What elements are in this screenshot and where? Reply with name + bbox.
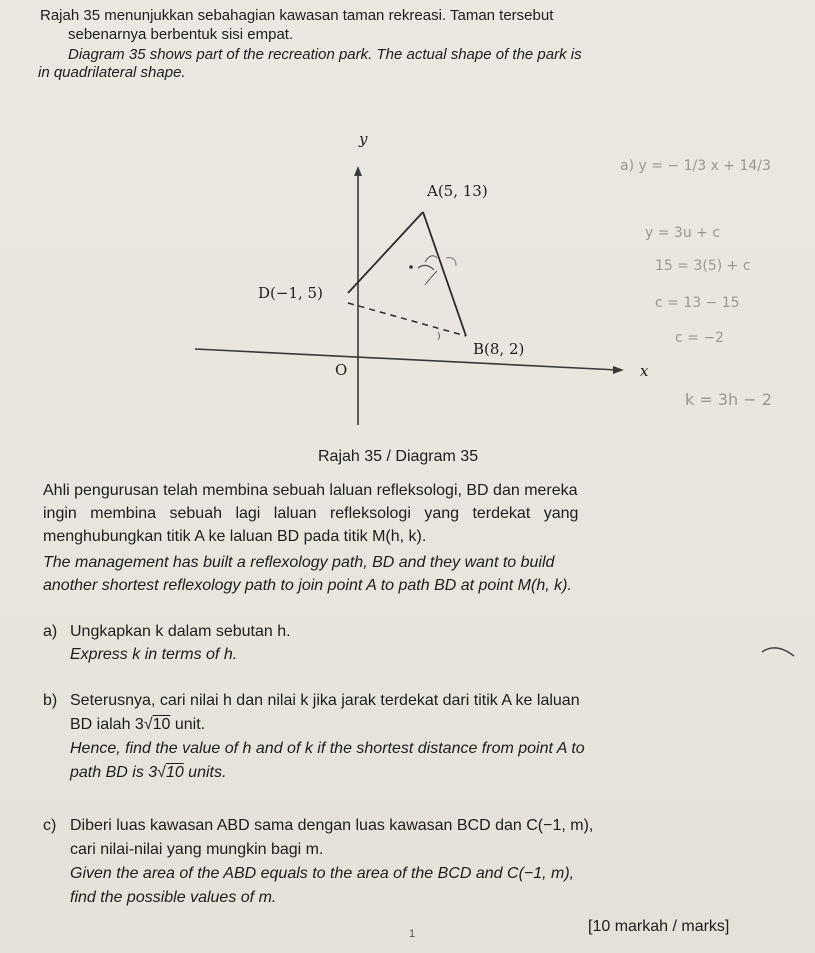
origin-label: O bbox=[335, 361, 348, 379]
part-b-label: b) bbox=[43, 692, 58, 709]
part-a-english: Express k in terms of h. bbox=[70, 646, 238, 663]
intro-english-line-1: Diagram 35 shows part of the recreation park. The actual shape of the park is bbox=[68, 46, 582, 63]
handwriting-line-6: k = 3h − 2 bbox=[685, 390, 772, 409]
part-b-english-line-2-pre: path BD is 3 bbox=[70, 764, 158, 781]
part-b-malay-line-2 bbox=[70, 714, 205, 736]
part-b-english-line-1: Hence, find the value of h and of k if the shortest distance from point A to bbox=[70, 740, 585, 757]
intro-malay-line-1: Rajah 35 menunjukkan sebahagian kawasan taman rekreasi. Taman tersebut bbox=[40, 7, 554, 24]
angle-mark bbox=[418, 265, 434, 270]
y-axis-label: y bbox=[359, 130, 368, 148]
x-axis-label: x bbox=[640, 362, 649, 380]
part-b-english-line-2 bbox=[70, 762, 226, 784]
part-a-label: a) bbox=[43, 623, 58, 640]
question-malay-line-2: ingin membina sebuah lagi laluan refleksologi yang terdekat yang bbox=[43, 505, 579, 522]
sqrt-symbol: √ bbox=[143, 716, 153, 733]
page-number: 1 bbox=[409, 928, 416, 940]
question-malay-line-1: Ahli pengurusan telah membina sebuah laluan refleksologi, BD dan mereka bbox=[43, 482, 578, 499]
handwriting-line-3: 15 = 3(5) + c bbox=[655, 258, 751, 274]
part-c-malay-line-1: Diberi luas kawasan ABD sama dengan luas kawasan BCD dan C(−1, m), bbox=[70, 817, 594, 834]
part-b-malay-line-2-pre: BD ialah 3 bbox=[70, 716, 144, 733]
part-b-english-line-2-post: units. bbox=[183, 764, 227, 781]
side-da bbox=[348, 212, 423, 293]
part-c-english-line-2: find the possible values of m. bbox=[70, 889, 277, 906]
point-a-label: A(5, 13) bbox=[427, 182, 488, 200]
handwriting-line-1: a) y = − 1/3 x + 14/3 bbox=[620, 158, 771, 174]
part-b-malay-line-2-post: unit. bbox=[170, 716, 206, 733]
y-axis-arrow bbox=[354, 166, 362, 176]
x-axis-line bbox=[195, 349, 618, 370]
point-d-label: D(−1, 5) bbox=[258, 284, 323, 302]
sqrt-symbol: √ bbox=[157, 764, 166, 781]
part-c-malay-line-2: cari nilai-nilai yang mungkin bagi m. bbox=[70, 841, 324, 858]
handwriting-line-4: c = 13 − 15 bbox=[655, 295, 740, 311]
diagram-caption: Rajah 35 / Diagram 35 bbox=[318, 448, 479, 465]
intro-malay-line-2: sebenarnya berbentuk sisi empat. bbox=[68, 26, 294, 43]
point-mark bbox=[409, 265, 413, 269]
point-b-label: B(8, 2) bbox=[473, 340, 525, 358]
pencil-mark-4 bbox=[438, 332, 440, 340]
part-b-malay-radicand: 10 bbox=[152, 716, 171, 733]
part-a-malay: Ungkapkan k dalam sebutan h. bbox=[70, 623, 291, 640]
question-english-line-1: The management has built a reflexology path, BD and they want to build bbox=[43, 554, 555, 571]
path-bd-dashed bbox=[348, 303, 466, 336]
handwriting-line-2: y = 3u + c bbox=[645, 225, 721, 241]
marks-label: [10 markah / marks] bbox=[588, 918, 730, 935]
part-b-english-radicand: 10 bbox=[165, 764, 184, 781]
part-c-label: c) bbox=[43, 817, 57, 834]
pencil-mark-2 bbox=[425, 271, 437, 285]
pencil-mark-3 bbox=[446, 258, 456, 266]
intro-english-line-2: in quadrilateral shape. bbox=[38, 64, 186, 81]
part-b-malay-line-1: Seterusnya, cari nilai h dan nilai k jika jarak terdekat dari titik A ke laluan bbox=[70, 692, 580, 709]
question-english-line-2: another shortest reflexology path to join point A to path BD at point M(h, k). bbox=[43, 577, 572, 594]
x-axis-arrow bbox=[613, 366, 624, 374]
part-c-english-line-1: Given the area of the ABD equals to the area of the BCD and C(−1, m), bbox=[70, 865, 575, 882]
pencil-curve-mark bbox=[760, 640, 800, 660]
question-malay-line-3: menghubungkan titik A ke laluan BD pada titik M(h, k). bbox=[43, 528, 427, 545]
side-ab bbox=[423, 212, 466, 336]
pencil-mark bbox=[425, 256, 437, 262]
handwriting-line-5: c = −2 bbox=[675, 330, 724, 346]
